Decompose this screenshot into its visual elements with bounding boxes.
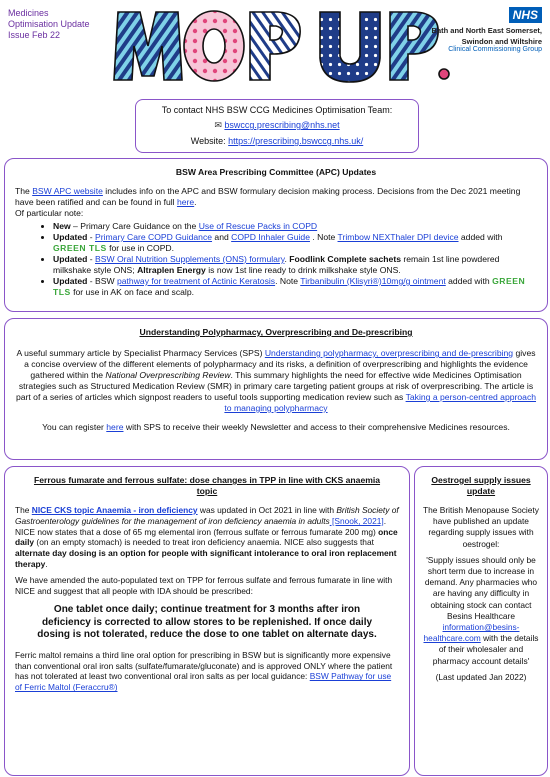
ferrous-section: [4, 466, 410, 776]
nice-cks-link[interactable]: NICE CKS topic Anaemia - iron deficiency: [31, 505, 198, 515]
actinic-keratosis-link[interactable]: pathway for treatment of Actinic Keratosis: [116, 276, 276, 286]
oestrogel-paragraph-1: The British Menopause Society have published an update regarding supply issues with oestrogel:: [423, 505, 539, 549]
issue-line-2: Optimisation Update: [8, 19, 90, 29]
contact-website-row: [136, 136, 418, 146]
issue-line-1: Medicines: [8, 8, 49, 18]
envelope-icon: ✉: [214, 120, 222, 130]
rescue-packs-link[interactable]: Use of Rescue Packs in COPD: [198, 221, 318, 231]
contact-email-link[interactable]: bswccg.prescribing@nhs.net: [224, 120, 340, 130]
mop-up-logo: [110, 6, 450, 84]
list-item: • Updated - Primary Care COPD Guidance and COPD Inhaler Guide . Note Trimbow NEXThaler DPI device added with GREEN TLS for use in COPD.: [53, 232, 537, 254]
dosing-quote: One tablet once daily; continue treatment for 3 months after iron deficiency is corrected to allow stores to be replenished. If once daily dosing is not tolerated, reduce the dose to one tablet on alternate days.: [37, 604, 377, 641]
apc-here-link[interactable]: here: [176, 197, 195, 207]
person-centred-link[interactable]: Taking a person-centred approach to managing polypharmacy: [224, 392, 537, 413]
apc-website-link[interactable]: BSW APC website: [32, 186, 103, 196]
polypharmacy-register: You can register here with SPS to receive their weekly Newsletter and access to their comprehensive Medicines resources.: [42, 422, 510, 432]
sps-article-link[interactable]: Understanding polypharmacy, overprescribing and de-prescribing: [264, 348, 514, 358]
issue-line-3: Issue Feb 22: [8, 30, 61, 40]
ons-formulary-link[interactable]: BSW Oral Nutrition Supplements (ONS) formulary: [95, 254, 285, 264]
contact-box: [135, 99, 419, 153]
snook-ref-link[interactable]: [Snook, 2021]: [329, 515, 384, 526]
sps-register-link[interactable]: here: [106, 422, 124, 432]
trimbow-link[interactable]: Trimbow NEXThaler DPI device: [337, 232, 459, 242]
contact-title: To contact NHS BSW CCG Medicines Optimisation Team:: [161, 105, 393, 115]
oestrogel-updated: (Last updated Jan 2022): [435, 671, 527, 682]
list-item: • Updated - BSW pathway for treatment of Actinic Keratosis. Note Tirbanibulin (Klisyri®)10mg/g ointment added with GREEN TLS for use in AK on face and scalp.: [53, 276, 537, 298]
ferric-maltol-link[interactable]: BSW Pathway for use of Ferric Maltol (Feraccru®): [15, 671, 392, 693]
nhs-logo: [432, 6, 542, 53]
polypharmacy-section: [4, 318, 548, 460]
nhs-badge: NHS: [509, 7, 542, 23]
copd-inhaler-link[interactable]: COPD Inhaler Guide: [231, 232, 310, 242]
oestrogel-title: Oestrogel supply issues update: [431, 475, 531, 496]
polypharmacy-paragraph: A useful summary article by Specialist Pharmacy Services (SPS) Understanding polypharmacy, overprescribing and de-prescribing gives a concise overview of the different elements of polypharmacy and its risks, a definition of overprescribing and highlights the evidence gathered within the National Overprescribing Review. This summary highlights the need for effective wide Medicines Optimisation strategies such as Structured Medication Review (SMR) in primary care targeting patient groups at risk of overprescribing. The article is part of a series of articles which signpost readers to useful tools supporting medication review such as Taking a person-centred approach to managing polypharmacy: [15, 348, 537, 413]
ferrous-paragraph-2: We have amended the auto-populated text on TPP for ferrous sulfate and ferrous fumarate in line with NICE and suggest that all people with IDA should be prescribed:: [15, 574, 393, 596]
list-item: • Updated - BSW Oral Nutrition Supplements (ONS) formulary. Foodlink Complete sachets remain 1st line powdered milkshake style ONS; Altraplen Energy is now 1st line ready to drink milkshake style ONS.: [53, 254, 537, 276]
copd-guidance-link[interactable]: Primary Care COPD Guidance: [95, 232, 213, 242]
apc-title: BSW Area Prescribing Committee (APC) Updates: [175, 167, 377, 177]
contact-email-row: [136, 120, 418, 131]
tirbanibulin-link[interactable]: Tirbanibulin (Klisyri®)10mg/g ointment: [300, 276, 446, 286]
apc-paragraph: The BSW APC website includes info on the APC and BSW formulary decision making process. Decisions from the Dec 2021 meeting have been ratified and can be found in full here.: [15, 186, 521, 207]
org-name-2: Swindon and Wiltshire: [461, 37, 542, 46]
apc-section: [4, 158, 548, 312]
ferrous-paragraph-3: Ferric maltol remains a third line oral option for prescribing in BSW but is significantly more expensive than conventional oral iron salts (sulfate/fumarate/gluconate) and is approved ONLY where the patient has not tolerated at least two conventional oral iron salts as per local guidance: BSW Pathway for use of Ferric Maltol (Feraccru®): [15, 649, 393, 693]
org-name-1: Bath and North East Somerset,: [431, 26, 542, 35]
apc-list: [15, 221, 537, 298]
polypharmacy-title: Understanding Polypharmacy, Overprescribing and De-prescribing: [139, 327, 413, 337]
besins-email-link[interactable]: information@besins-healthcare.com: [423, 622, 520, 644]
oestrogel-section: [414, 466, 548, 776]
oestrogel-paragraph-2: 'Supply issues should only be short term due to increase in demand. Any pharmacies who are having any difficulty in obtaining stock can contact Besins Healthcare information@besins-healthcare.com with the details of their wholesaler and pharmacy account details': [423, 554, 539, 666]
website-label: Website:: [190, 136, 226, 146]
issue-info: [8, 8, 90, 41]
ferrous-title: Ferrous fumarate and ferrous sulfate: dose changes in TPP in line with CKS anaemia topic: [33, 475, 381, 496]
ferrous-paragraph-1: The NICE CKS topic Anaemia - iron deficiency was updated in Oct 2021 in line with British Society of Gastroenterology guidelines for the management of iron deficiency anaemia in adults [Snook, 2021]. NICE now states that a dose of 65 mg elemental iron (ferrous sulfate or ferrous fumarate 200 mg) once daily (on an empty stomach) is needed to treat iron deficiency anaemia. NICE also suggests that alternate day dosing is an option for people with significant intolerance to oral iron replacement therapy.: [15, 505, 399, 569]
website-link[interactable]: https://prescribing.bswccg.nhs.uk/: [228, 136, 364, 146]
org-name-3: Clinical Commissioning Group: [448, 46, 542, 53]
apc-note: Of particular note:: [15, 208, 84, 218]
list-item: • New – Primary Care Guidance on the Use of Rescue Packs in COPD: [53, 221, 537, 232]
